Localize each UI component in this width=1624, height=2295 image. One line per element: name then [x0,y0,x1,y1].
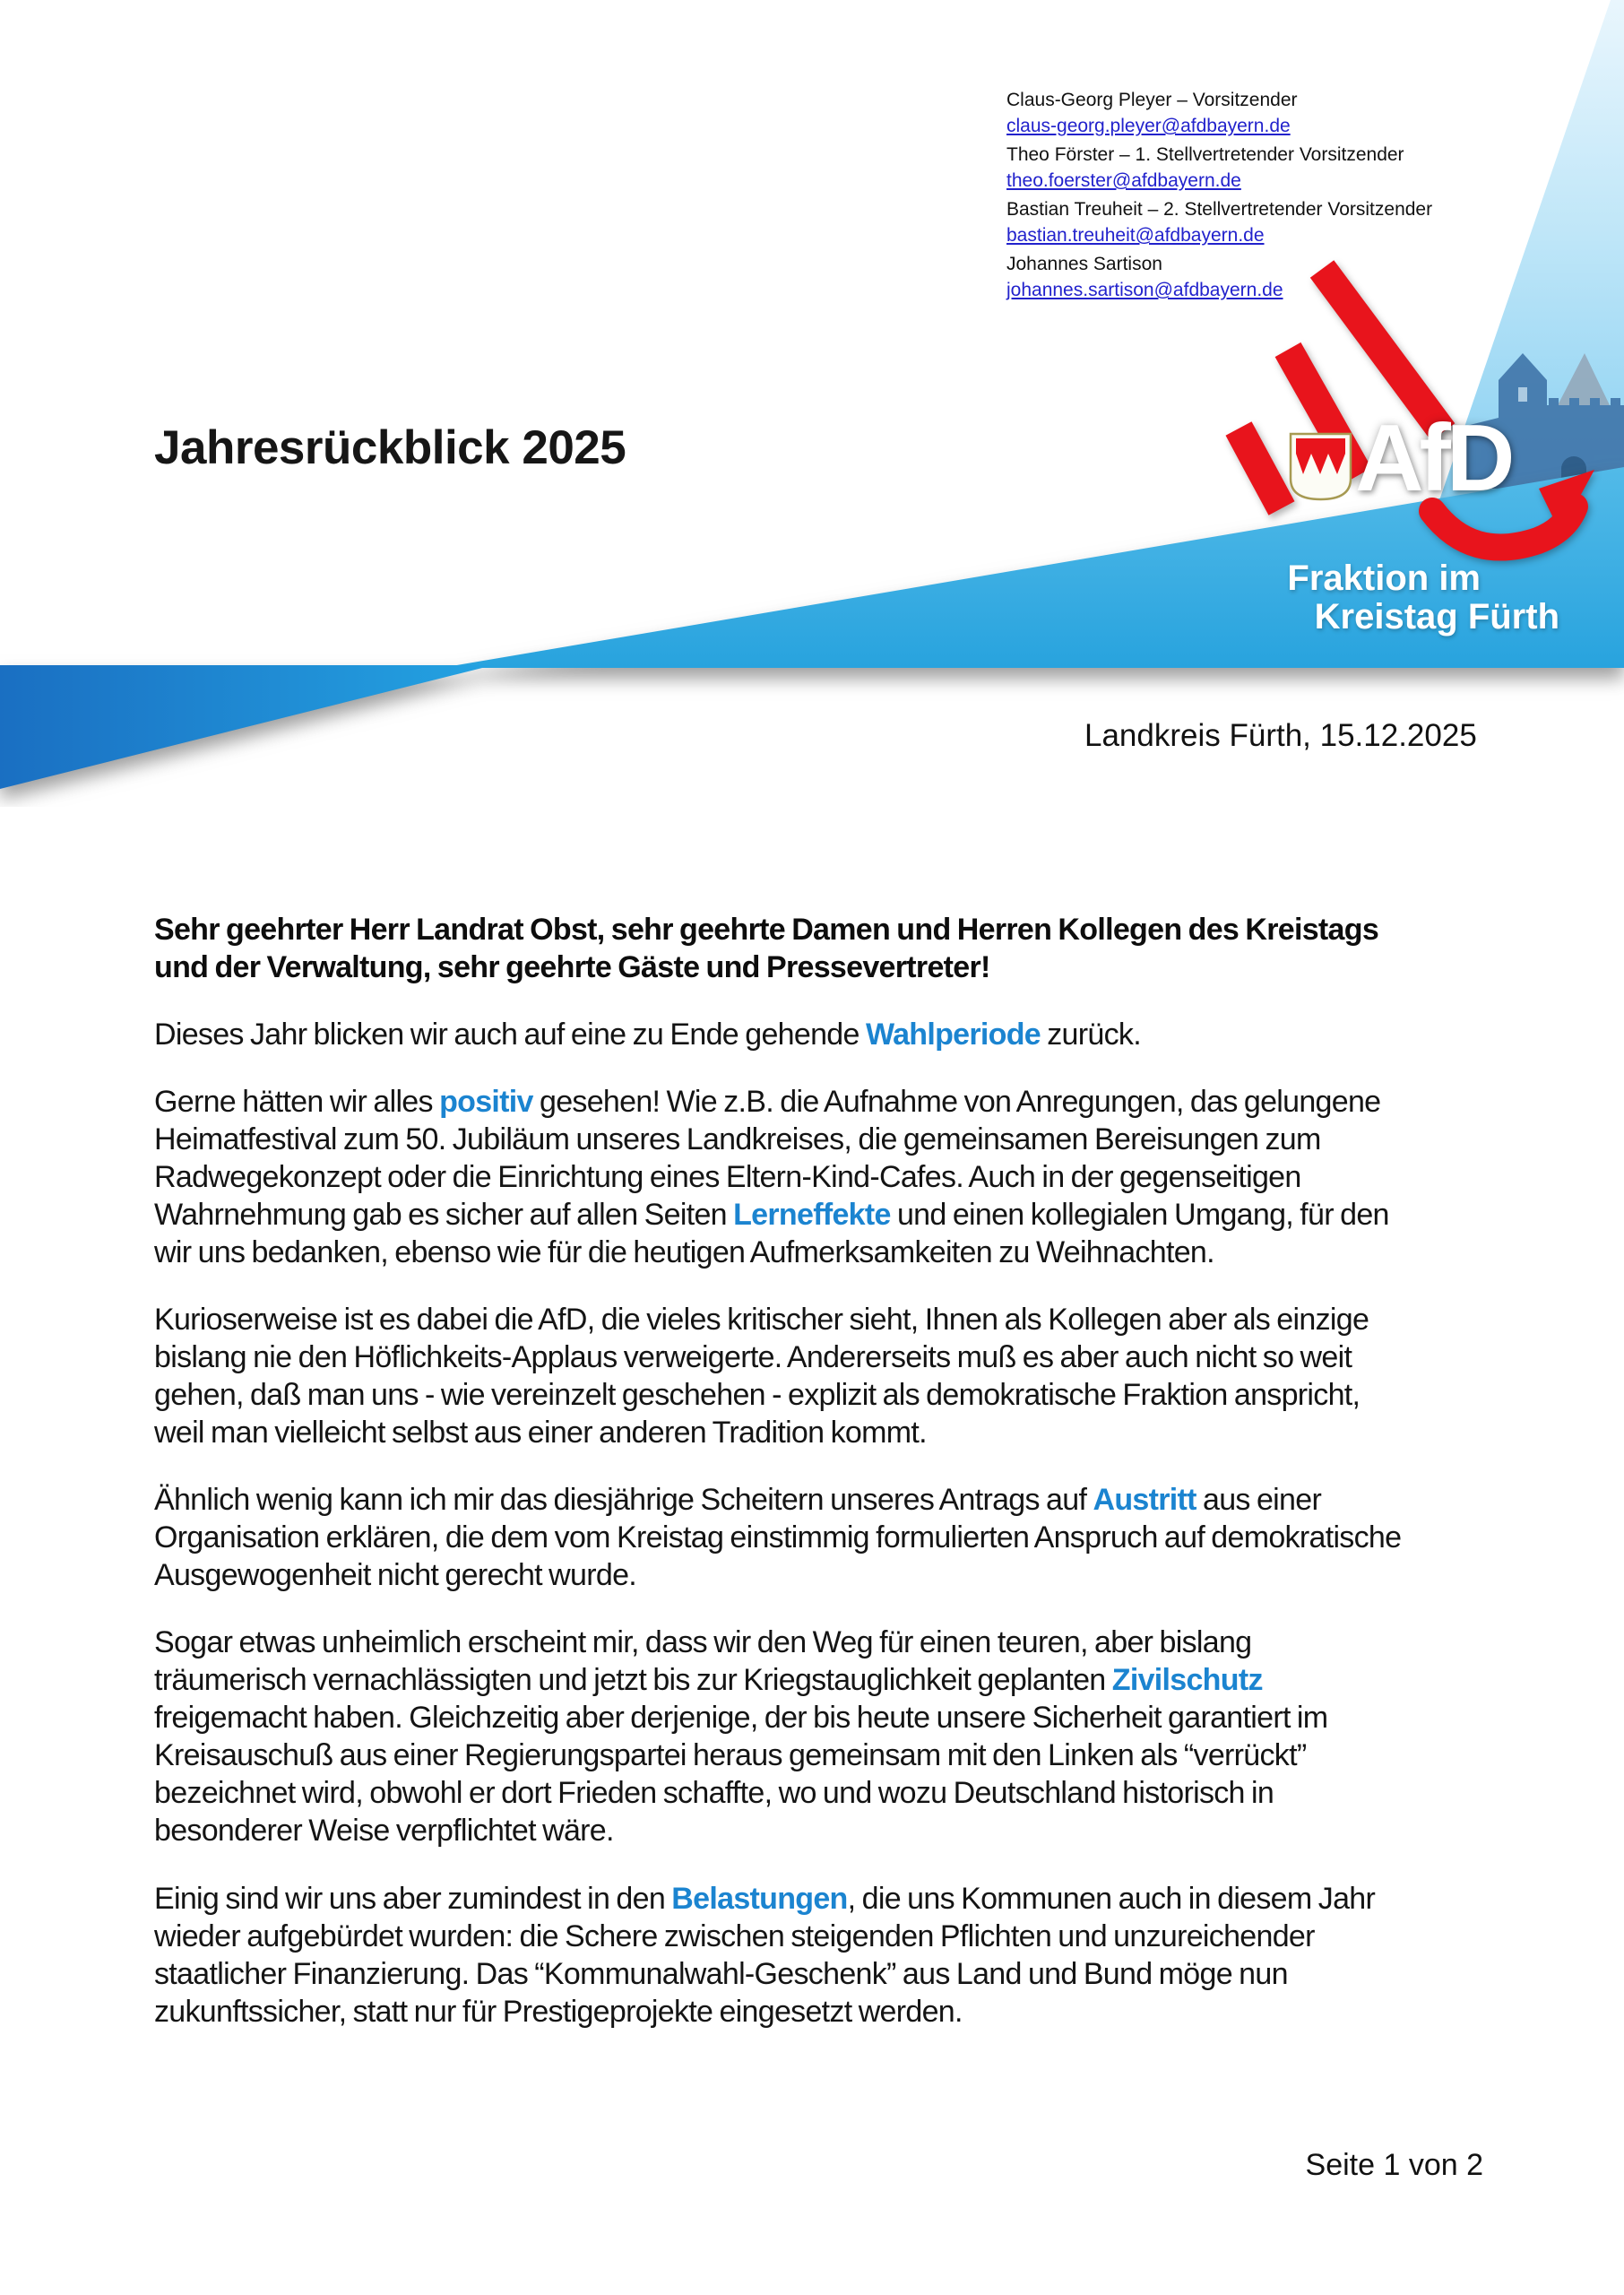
paragraph [154,1481,1476,1594]
contact-email-link[interactable]: theo.foerster@afdbayern.de [1006,170,1241,191]
text-run: aus einer [1196,1483,1322,1517]
paragraph [154,1880,1476,2031]
date-line: Landkreis Fürth, 15.12.2025 [1084,718,1477,753]
text-run: Ähnlich wenig kann ich mir das diesjährige Scheitern unseres Antrags auf [154,1483,1093,1517]
contact-email-link[interactable]: bastian.treuheit@afdbayern.de [1006,225,1265,246]
text-run: Einig sind wir uns aber zumindest in den [154,1882,672,1916]
logo-tagline-line2: Kreistag Fürth [1314,597,1559,637]
highlight-term: positiv [439,1085,533,1119]
text-run: Dieses Jahr blicken wir auch auf eine zu Ende gehende [154,1018,866,1052]
contact-entry [1006,251,1432,303]
text-run: Organisation erklären, die dem vom Kreistag einstimmig formulierten Anspruch auf demokratische [154,1520,1402,1555]
paragraph [154,1016,1476,1053]
text-run: besonderer Weise verpflichtet wäre. [154,1814,614,1848]
franconia-shield-icon [1291,434,1351,499]
text-run: wieder aufgebürdet wurden: die Schere zwischen steigenden Pflichten und unzureichender [154,1919,1315,1953]
highlight-term: Zivilschutz [1111,1663,1263,1697]
text-run: , die uns Kommunen auch in diesem Jahr [847,1882,1376,1916]
text-run: träumerisch vernachlässigten und jetzt bis zur Kriegstauglichkeit geplanten [154,1663,1112,1697]
highlight-term: Belastungen [671,1882,848,1916]
text-run: zurück. [1041,1018,1141,1052]
contact-name: Johannes Sartison [1006,254,1162,274]
text-run: Gerne hätten wir alles [154,1085,440,1119]
text-run: weil man vielleicht selbst aus einer anderen Tradition kommt. [154,1416,927,1450]
paragraph [154,1301,1476,1451]
text-run: Heimatfestival zum 50. Jubiläum unseres Landkreises, die gemeinsamen Bereisungen zum [154,1122,1321,1156]
text-run: bislang nie den Höflichkeits-Applaus verweigerte. Andererseits muß es aber auch nicht so weit [154,1340,1352,1374]
text-run: freigemacht haben. Gleichzeitig aber derjenige, der bis heute unsere Sicherheit garantiert im [154,1701,1328,1735]
highlight-term: Wahlperiode [865,1018,1041,1052]
contact-entry [1006,196,1432,248]
body-text [154,911,1476,2060]
text-run: gesehen! Wie z.B. die Aufnahme von Anregungen, das gelungene [532,1085,1381,1119]
contact-name: Theo Förster – 1. Stellvertretender Vorsitzender [1006,144,1404,165]
contact-name: Claus-Georg Pleyer – Vorsitzender [1006,90,1298,110]
text-run: Sehr geehrter Herr Landrat Obst, sehr geehrte Damen und Herren Kollegen des Kreistags [154,913,1379,947]
highlight-term: Lerneffekte [733,1198,891,1232]
contact-name: Bastian Treuheit – 2. Stellvertretender Vorsitzender [1006,199,1433,220]
text-run: und der Verwaltung, sehr geehrte Gäste und Pressevertreter! [154,950,990,984]
contact-email-link[interactable]: johannes.sartison@afdbayern.de [1006,280,1283,300]
highlight-term: Austritt [1093,1483,1196,1517]
text-run: Sogar etwas unheimlich erscheint mir, dass wir den Weg für einen teuren, aber bislang [154,1625,1252,1659]
paragraph [154,1083,1476,1271]
paragraph [154,1624,1476,1849]
contact-email-link[interactable]: claus-georg.pleyer@afdbayern.de [1006,116,1291,136]
text-run: Kreisauschuß aus einer Regierungspartei heraus gemeinsam mit den Linken als “verrückt” [154,1738,1307,1772]
text-run: gehen, daß man uns - wie vereinzelt geschehen - explizit als demokratische Fraktion anspricht, [154,1378,1361,1412]
contact-entry [1006,87,1432,139]
text-run: wir uns bedanken, ebenso wie für die heutigen Aufmerksamkeiten zu Weihnachten. [154,1235,1214,1269]
text-run: staatlicher Finanzierung. Das “Kommunalwahl-Geschenk” aus Land und Bund möge nun [154,1957,1288,1991]
text-run: Kurioserweise ist es dabei die AfD, die vieles kritischer sieht, Ihnen als Kollegen aber als einzige [154,1303,1369,1337]
text-run: bezeichnet wird, obwohl er dort Frieden schaffte, wo und wozu Deutschland historisch in [154,1776,1274,1810]
page-title: Jahresrückblick 2025 [154,421,626,474]
text-run: Radwegekonzept oder die Einrichtung eines Eltern-Kind-Cafes. Auch in der gegenseitigen [154,1160,1301,1194]
contact-entry [1006,142,1432,194]
text-run: Ausgewogenheit nicht gerecht wurde. [154,1558,637,1592]
page-number: Seite 1 von 2 [1305,2148,1483,2182]
text-run: zukunftssicher, statt nur für Prestigeprojekte eingesetzt werden. [154,1995,963,2029]
paragraph [154,911,1476,986]
contact-block [1006,87,1432,306]
logo-tagline-line1: Fraktion im [1287,559,1481,598]
text-run: Wahrnehmung gab es sicher auf allen Seiten [154,1198,734,1232]
text-run: und einen kollegialen Umgang, für den [890,1198,1389,1232]
afd-wordmark: AfD [1355,405,1511,511]
